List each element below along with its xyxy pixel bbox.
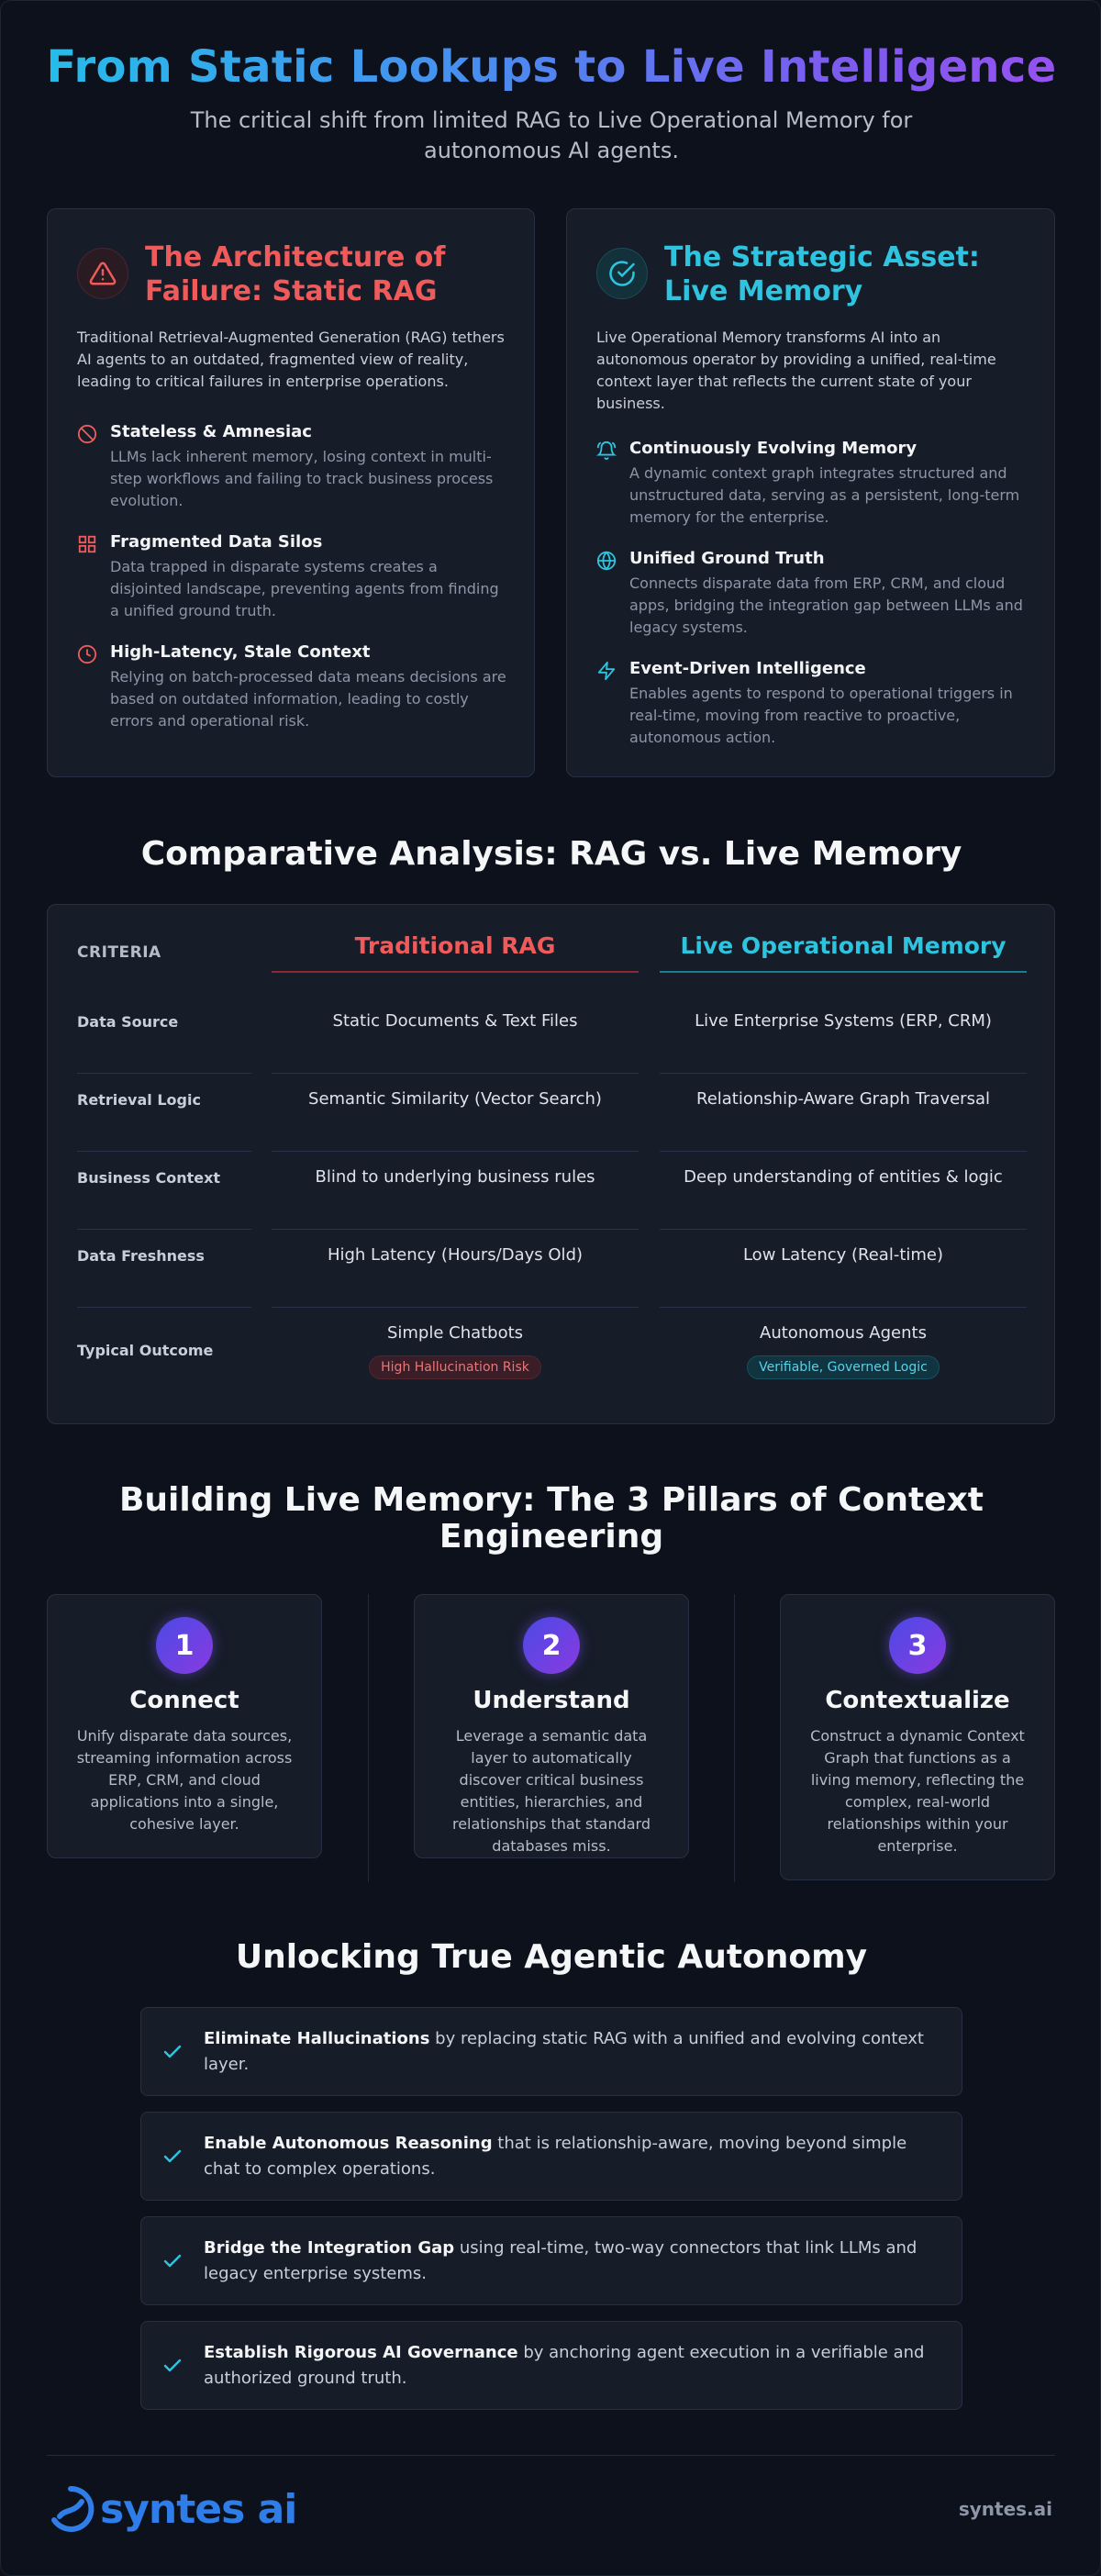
- feature-item: [77, 532, 508, 624]
- feature-item: [596, 659, 1029, 751]
- bell-icon: [596, 440, 618, 463]
- pillar-title: Understand: [473, 1687, 630, 1714]
- rag-outcome-text: Simple Chatbots: [386, 1323, 524, 1343]
- feature-title: Unified Ground Truth: [629, 549, 825, 568]
- rag-column-header: Traditional RAG: [272, 932, 639, 973]
- static-rag-card: [47, 208, 535, 777]
- benefit-rest: by replacing static RAG with a unified and evolving context layer.: [204, 2029, 924, 2074]
- feature-item: [77, 422, 508, 514]
- benefit-rest: by anchoring agent execution in a verifiable and authorized ground truth.: [204, 2343, 925, 2388]
- benefit-item: [140, 2216, 962, 2305]
- benefit-item: [140, 2007, 962, 2096]
- grid-icon: [77, 534, 99, 556]
- live-cell: Low Latency (Real-time): [742, 1245, 944, 1265]
- globe-icon: [596, 551, 618, 573]
- hallucination-risk-badge: High Hallucination Risk: [369, 1355, 541, 1379]
- rag-cell: High Latency (Hours/Days Old): [327, 1245, 584, 1265]
- ban-icon: [77, 424, 99, 446]
- row-divider: [660, 1307, 1027, 1308]
- feature-desc: Relying on batch-processed data means decisions are based on outdated information, leading to costly errors and operational risk.: [110, 668, 506, 730]
- lightning-icon: [596, 661, 618, 683]
- card-title: The Architecture of Failure: Static RAG: [145, 241, 446, 307]
- benefit-bold: Establish Rigorous AI Governance: [204, 2343, 518, 2362]
- benefit-text: [204, 2026, 925, 2078]
- row-divider: [77, 1151, 251, 1152]
- pillar-desc: Construct a dynamic Context Graph that functions as a living memory, reflecting the complex, real-world relationships within your enterprise.: [810, 1727, 1025, 1855]
- benefit-rest: using real-time, two-way connectors that link LLMs and legacy enterprise systems.: [204, 2238, 918, 2283]
- syntes-logo[interactable]: [47, 2483, 296, 2535]
- live-cell: Relationship-Aware Graph Traversal: [696, 1089, 990, 1109]
- clock-icon: [77, 644, 99, 666]
- card-header: [77, 239, 508, 305]
- row-divider: [272, 1151, 639, 1152]
- row-label: Retrieval Logic: [77, 1091, 201, 1109]
- benefit-bold: Eliminate Hallucinations: [204, 2029, 430, 2048]
- row-label: Business Context: [77, 1169, 221, 1187]
- live-cell: Live Enterprise Systems (ERP, CRM): [695, 1011, 992, 1031]
- pillar-number: 3: [889, 1617, 946, 1674]
- check-circle-icon: [596, 248, 648, 299]
- benefit-text: [204, 2131, 925, 2182]
- feature-desc: Data trapped in disparate systems creates a disjointed landscape, preventing agents from finding a unified ground truth.: [110, 558, 499, 619]
- rag-cell: Semantic Similarity (Vector Search): [308, 1089, 602, 1109]
- feature-desc: A dynamic context graph integrates structured and unstructured data, serving as a persistent, long-term memory for the enterprise.: [629, 464, 1020, 526]
- card-header: [596, 239, 1029, 305]
- benefit-bold: Bridge the Integration Gap: [204, 2238, 455, 2258]
- feature-item: [77, 642, 508, 734]
- benefit-rest: that is relationship-aware, moving beyond simple chat to complex operations.: [204, 2134, 907, 2179]
- row-divider: [272, 1073, 639, 1074]
- live-outcome-cell: [660, 1323, 1027, 1379]
- row-divider: [77, 1229, 251, 1230]
- check-icon: [161, 2041, 184, 2063]
- row-divider: [660, 1229, 1027, 1230]
- card-intro: Live Operational Memory transforms AI into an autonomous operator by providing a unified, real-time context layer that reflects the current state of your business.: [596, 329, 996, 412]
- row-divider: [77, 1307, 251, 1308]
- card-intro: Traditional Retrieval-Augmented Generation (RAG) tethers AI agents to an outdated, fragmented view of reality, leading to critical failures in enterprise operations.: [77, 329, 505, 390]
- row-divider: [660, 1151, 1027, 1152]
- row-divider: [272, 1229, 639, 1230]
- comparison-table: [47, 904, 1055, 1424]
- check-icon: [161, 2250, 184, 2272]
- pillar-desc: Leverage a semantic data layer to automatically discover critical business entities, hierarchies, and relationships that standard databases miss.: [451, 1727, 651, 1855]
- check-icon: [161, 2146, 184, 2168]
- governed-logic-badge: Verifiable, Governed Logic: [747, 1355, 940, 1379]
- pillar-title: Connect: [129, 1687, 239, 1714]
- row-divider: [660, 1073, 1027, 1074]
- feature-desc: Enables agents to respond to operational triggers in real-time, moving from reactive to proactive, autonomous action.: [629, 685, 1013, 746]
- feature-title: Stateless & Amnesiac: [110, 422, 312, 441]
- benefit-text: [204, 2340, 925, 2392]
- live-outcome-text: Autonomous Agents: [760, 1323, 927, 1343]
- rag-cell: Static Documents & Text Files: [332, 1011, 578, 1031]
- syntes-logo-icon: [47, 2485, 95, 2533]
- feature-title: Continuously Evolving Memory: [629, 439, 918, 458]
- criteria-header: CRITERIA: [77, 943, 161, 962]
- pillar-title: Contextualize: [825, 1687, 1010, 1714]
- benefit-item: [140, 2112, 962, 2201]
- live-cell: Deep understanding of entities & logic: [684, 1167, 1003, 1187]
- warning-triangle-icon: [77, 248, 128, 299]
- feature-title: Fragmented Data Silos: [110, 532, 323, 552]
- feature-item: [596, 439, 1029, 530]
- page-subtitle: The critical shift from limited RAG to Live Operational Memory for autonomous AI agents.: [190, 107, 913, 163]
- benefit-item: [140, 2321, 962, 2410]
- card-title: The Strategic Asset: Live Memory: [664, 241, 980, 307]
- pillar-number: 2: [523, 1617, 580, 1674]
- pillar-desc: Unify disparate data sources, streaming information across ERP, CRM, and cloud applications into a single, cohesive layer.: [76, 1727, 293, 1833]
- autonomy-title: Unlocking True Agentic Autonomy: [235, 1938, 868, 1976]
- live-column-header: Live Operational Memory: [660, 932, 1027, 973]
- logo-text: syntes ai: [100, 2485, 297, 2533]
- pillar-divider: [368, 1594, 369, 1882]
- pillar-card-contextualize: [780, 1594, 1055, 1880]
- row-label: Typical Outcome: [77, 1342, 214, 1359]
- row-divider: [272, 1307, 639, 1308]
- benefit-text: [204, 2236, 925, 2287]
- feature-desc: Connects disparate data from ERP, CRM, and cloud apps, bridging the integration gap between LLMs and legacy systems.: [629, 574, 1023, 636]
- comparison-title: Comparative Analysis: RAG vs. Live Memory: [140, 835, 962, 873]
- pillar-number: 1: [156, 1617, 213, 1674]
- feature-desc: LLMs lack inherent memory, losing context in multi-step workflows and failing to track business process evolution.: [110, 448, 494, 509]
- pillar-divider: [734, 1594, 735, 1882]
- check-icon: [161, 2355, 184, 2377]
- row-label: Data Source: [77, 1013, 179, 1031]
- footer-divider: [47, 2455, 1055, 2456]
- row-divider: [77, 1073, 251, 1074]
- footer-site-link[interactable]: syntes.ai: [958, 2498, 1052, 2520]
- feature-item: [596, 549, 1029, 641]
- pillars-title: Building Live Memory: The 3 Pillars of Context Engineering: [118, 1481, 984, 1556]
- page-title: From Static Lookups to Live Intelligence: [1, 41, 1101, 93]
- pillar-card-connect: [47, 1594, 322, 1858]
- rag-cell: Blind to underlying business rules: [315, 1167, 595, 1187]
- rag-outcome-cell: [272, 1323, 639, 1379]
- live-memory-card: [566, 208, 1055, 777]
- benefit-bold: Enable Autonomous Reasoning: [204, 2134, 493, 2153]
- pillar-card-understand: [414, 1594, 689, 1858]
- feature-title: Event-Driven Intelligence: [629, 659, 866, 678]
- feature-title: High-Latency, Stale Context: [110, 642, 371, 662]
- row-label: Data Freshness: [77, 1247, 205, 1265]
